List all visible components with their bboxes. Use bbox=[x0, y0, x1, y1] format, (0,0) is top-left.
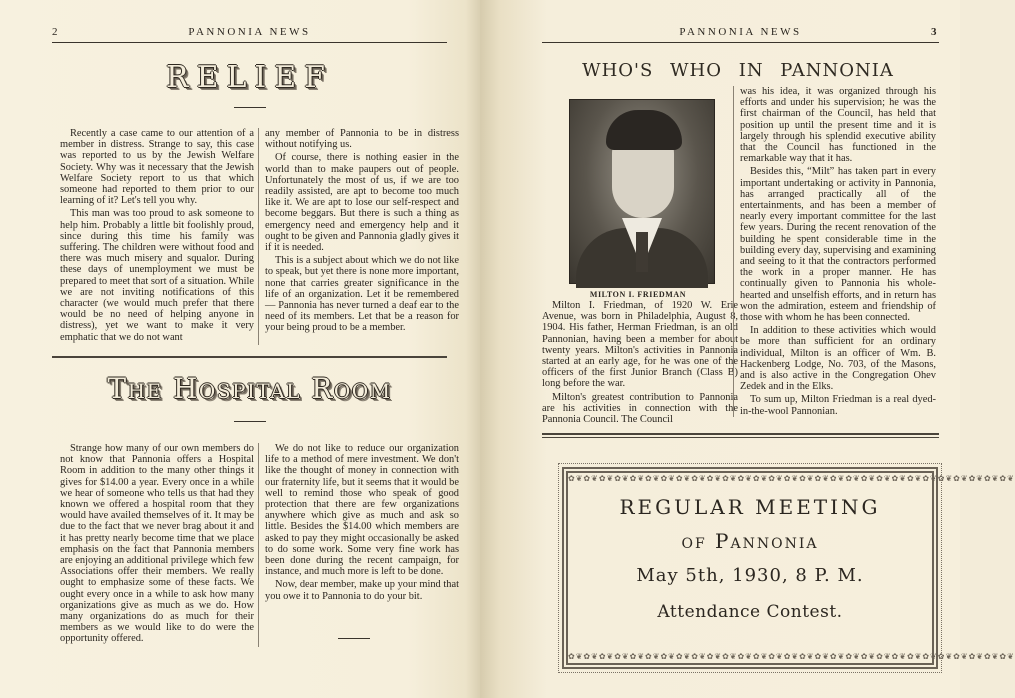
paragraph: Milton I. Friedman, of 1920 W. Erie Avenue, was born in Philadelphia, August 8, 1904. His father, Herman Friedman, is an old Pannonian, having been a member for about twenty years. Milton's activities in Pannonia started at an early age, for he was one of the officers of the first Junior Branch (Class B) long before the war. bbox=[542, 300, 738, 390]
portrait-photo bbox=[569, 99, 715, 284]
whos-who-heading: WHO'S WHO IN PANNONIA bbox=[582, 60, 894, 81]
page-right bbox=[480, 0, 1015, 698]
profile-article-left bbox=[542, 300, 738, 427]
relief-heading: RELIEF bbox=[166, 60, 333, 95]
heading-rule bbox=[234, 107, 266, 108]
profile-article-right bbox=[733, 86, 936, 419]
meeting-organization: of Pannonia bbox=[681, 529, 819, 553]
meeting-heading: REGULAR MEETING bbox=[619, 495, 881, 519]
article-column bbox=[733, 86, 936, 417]
hospital-room-article bbox=[60, 443, 459, 647]
meeting-announcement bbox=[562, 467, 1015, 669]
heading-rule bbox=[234, 421, 266, 422]
paragraph: Now, dear member, make up your mind that you owe it to Pannonia to do your bit. bbox=[265, 579, 459, 602]
page-number: 2 bbox=[52, 26, 60, 38]
page-left bbox=[0, 0, 480, 698]
article-column bbox=[542, 300, 738, 425]
paragraph: To sum up, Milton Friedman is a real dyed-in-the-wool Pannonian. bbox=[740, 394, 936, 417]
paragraph: Recently a case came to our attention of a member in distress. Strange to say, this case was reported to us by the Jewish Welfare Society. Why was it necessary that the Jewish Welfare Society report to us that which someone had reported to them prior to our learning of it? Let's tell you why. bbox=[60, 128, 254, 207]
article-column bbox=[258, 443, 459, 647]
ornament-border: ✿❦✿❦✿❦✿❦✿❦✿❦✿❦✿❦✿❦✿❦✿❦✿❦✿❦✿❦✿❦✿❦✿❦✿❦✿❦✿❦✿❦✿❦✿❦✿❦✿❦✿❦✿❦✿❦✿❦ bbox=[568, 474, 1015, 483]
publication-title: PANNONIA NEWS bbox=[679, 26, 802, 38]
article-column bbox=[60, 443, 254, 647]
ornament-border: ✿❦✿❦✿❦✿❦✿❦✿❦✿❦✿❦✿❦✿❦✿❦✿❦✿❦✿❦✿❦✿❦✿❦✿❦✿❦✿❦✿❦✿❦✿❦✿❦✿❦✿❦✿❦✿❦✿❦ bbox=[568, 652, 1015, 661]
photo-caption: MILTON I. FRIEDMAN bbox=[589, 290, 687, 299]
paragraph: was his idea, it was organized through his efforts and under his supervision; he was the first chairman of the Council, has held that position up until the present time and it is largely through his splendid executive ability that the Council has functioned in the remarkable way that it has. bbox=[740, 86, 936, 165]
publication-title: PANNONIA NEWS bbox=[188, 26, 311, 38]
paragraph: Of course, there is nothing easier in the world than to make paupers out of people. Unfortunately the most of us, if we are too readily assisted, are apt to become too much like it. We are apt to lose our self-respect and become beggars. But there is such a thing as emergency need and emergency help and it ought to be given and Pannonia gladly gives it if it is needed. bbox=[265, 152, 459, 254]
page-number: 3 bbox=[931, 26, 939, 38]
paragraph: Strange how many of our own members do not know that Pannonia offers a Hospital Room in addition to the many other things it gives for $14.00 a year. Every once in a while we hear of someone who tells us that had they known we offered a hospital room that they would have availed themselves of it. It may be due to the fact that we never brag about it and it has pretty nearly become time that we place emphasis on the fact that Pannonia members are enjoying an additional privilege which few Associations offer their members. We really ought to emphasize some of these facts. We ought every once in a while to ask how many organizations give as much as we do. How many organizations do as much for their members as we would like to do were the opportunity offered. bbox=[60, 443, 254, 645]
article-column bbox=[258, 128, 459, 345]
hospital-room-heading: The Hospital Room bbox=[107, 372, 392, 405]
meeting-date: May 5th, 1930, 8 P. M. bbox=[636, 565, 864, 586]
paragraph: Milton's greatest contribution to Pannonia are his activities in connection with the Pannonia Council. The Council bbox=[542, 391, 738, 426]
article-column bbox=[60, 128, 254, 345]
section-divider bbox=[52, 356, 447, 358]
paragraph: In addition to these activities which would be more than sufficient for an ordinary individual, Milton is an officer of Wm. B. Hackenberg Lodge, No. 703, of the Masons, and is also active in the Congregation Ohev Zedek and in the Elks. bbox=[740, 325, 936, 393]
paragraph: This man was too proud to ask someone to help him. Probably a little bit foolishly proud, since during this time his family was suffering. The children were without food and there was much misery and squalor. During these days of unemployment we must be prepared to meet that sort of a situation. While we are not inviting notifications of this character (we would much prefer that there would be no need of helping anyone in distress), yet we want to make it very emphatic that we do not want bbox=[60, 208, 254, 343]
relief-article bbox=[60, 128, 459, 345]
paragraph: This is a subject about which we do not like to speak, but yet there is none more important, none that carries greater significance in the life of an organization. Let it be remembered — Pannonia has never turned a deaf ear to the need of its members. Let that be a reason for your being proud to be a member. bbox=[265, 255, 459, 334]
meeting-note: Attendance Contest. bbox=[657, 602, 843, 622]
section-divider bbox=[542, 433, 939, 435]
paragraph: any member of Pannonia to be in distress without notifying us. bbox=[265, 128, 459, 151]
running-head bbox=[52, 26, 447, 43]
running-head bbox=[542, 26, 939, 43]
section-divider bbox=[542, 437, 939, 438]
paragraph: Besides this, “Milt” has taken part in every important undertaking or activity in Pannonia, has arranged practically all of the entertainments, and has been a member of nearly every important committee for the last few years. During the recent renovation of the building he spent considerable time in the building every day, supervising and examining and seeing to it that the contractors performed the work in a proper manner. He has continually given to Pannonia his whole-hearted and unselfish efforts, and in return has won the admiration, esteem and friendship of those with whom he has been connected. bbox=[740, 166, 936, 324]
paragraph: We do not like to reduce our organization life to a method of mere investment. We don't like the thought of money in connection with our fraternity life, but it seems that it would be well to remind those who speak of good protection that there are few organizations anywhere which give as much and ask so little. Besides the $14.00 which members are asked to pay they might occasionally be asked to do some work. Some very fine work has been done during the recent campaign, for instance, and much more is left to be done. bbox=[265, 443, 459, 578]
end-rule bbox=[338, 638, 370, 639]
